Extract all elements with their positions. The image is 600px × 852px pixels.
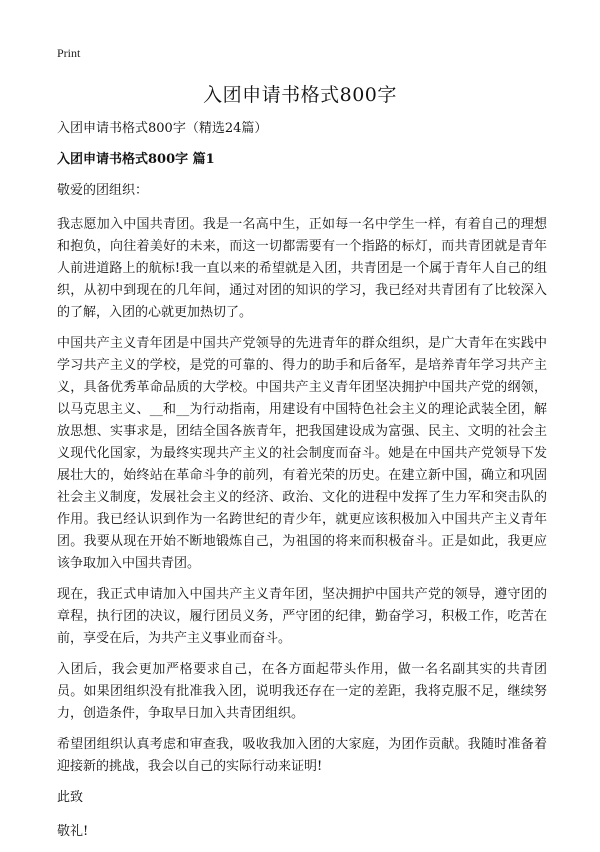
closing: 此致: [57, 790, 84, 805]
print-link[interactable]: Print: [57, 46, 81, 60]
greeting: 敬爱的团组织：: [57, 183, 149, 198]
paragraph: 希望团组织认真考虑和审查我，吸收我加入团的大家庭，为团作贡献。我随时准备着迎接新的挑战，我会以自己的实际行动来证明!: [57, 737, 547, 774]
salute: 敬礼!: [57, 824, 89, 839]
paragraph: 中国共产主义青年团是中国共产党领导的先进青年的群众组织，是广大青年在实践中学习共产主义的学校，是党的可靠的、得力的助手和后备军，是培养青年学习共产主义，具备优秀革命品质的大学校。中国共产主义青年团坚决拥护中国共产党的纲领，以马克思主义、__和__为行动指南，用建设有中国特色社会主义的理论武装全团，解放思想、实事求是，团结全国各族青年，把我国建设成为富强、民主、文明的社会主义现代化国家，为最终实现共产主义的社会制度而奋斗。她是在中国共产党领导下发展壮大的，始终站在革命斗争的前列，有着光荣的历史。在建立新中国，确立和巩固社会主义制度，发展社会主义的经济、政治、文化的进程中发挥了生力军和突击队的作用。我已经认识到作为一名跨世纪的青少年，就更应该积极加入中国共产主义青年团。我要从现在开始不断地锻炼自己，为祖国的将来而积极奋斗。正是如此，我更应该争取加入中国共青团。: [57, 336, 547, 571]
paragraph: 入团后，我会更加严格要求自己，在各方面起带头作用，做一名名副其实的共青团员。如果团组织没有批准我入团，说明我还存在一定的差距，我将克服不足，继续努力，创造条件，争取早日加入共青团组织。: [57, 662, 547, 721]
document-body: [57, 118, 547, 852]
paragraph: 我志愿加入中国共青团。我是一名高中生，正如每一名中学生一样，有着自己的理想和抱负，向往着美好的未来，而这一切都需要有一个指路的标灯，而共青团就是青年人前进道路上的航标!我一直以来的希望就是入团，共青团是一个属于青年人自己的组织，从初中到现在的几年间，通过对团的知识的学习，我已经对共青团有了比较深入的了解，入团的心就更加热切了。: [57, 217, 547, 320]
document-subtitle: 入团申请书格式800字（精选24篇）: [57, 121, 268, 136]
paragraph: 现在，我正式申请加入中国共产主义青年团，坚决拥护中国共产党的领导，遵守团的章程，执行团的决议，履行团员义务，严守团的纪律，勤奋学习，积极工作，吃苦在前，享受在后，为共产主义事业而奋斗。: [57, 587, 547, 646]
document-title: 入团申请书格式800字: [203, 84, 397, 106]
section-heading: 入团申请书格式800字 篇1: [57, 152, 215, 167]
